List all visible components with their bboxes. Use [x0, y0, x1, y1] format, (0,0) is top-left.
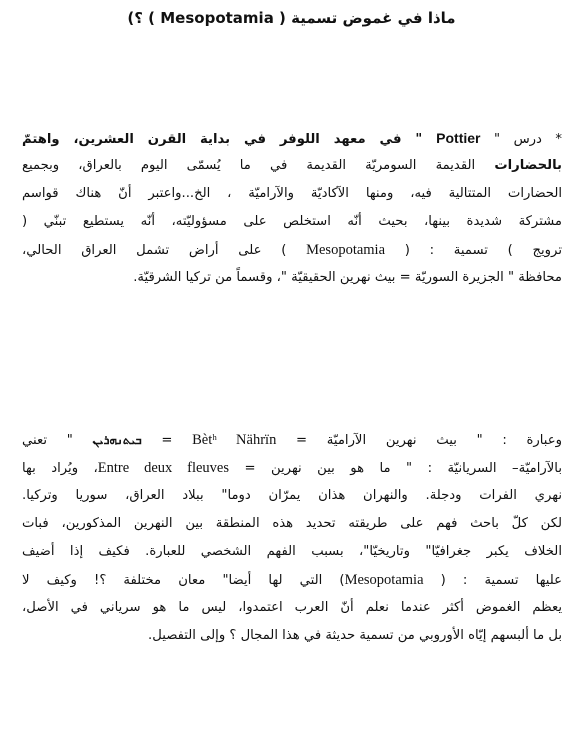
paragraph-line: [22, 566, 562, 594]
syriac-term: ܒܝܬܢܗܪܝܢ: [92, 433, 142, 447]
text-run: * درس ": [480, 132, 562, 147]
paragraph-beth-nahrin: [22, 426, 562, 650]
paragraph-line: نهري الفرات ودجلة. والنهران هذان يمرّان دوما" ببلاد العراق، سوريا وتركيا.: [22, 488, 562, 503]
paragraph-line: يعظم الغموض أكثر عندما نعلم أنّ العرب اعتمدوا، ليس ما هو سرياني في الأصل،: [22, 600, 562, 615]
text-run: =: [141, 433, 193, 448]
latin-term: Mesopotamia: [306, 242, 386, 258]
text-run: ، ويُراد بها: [22, 461, 98, 476]
text-run: ترويج ) تسمية : (: [385, 243, 562, 258]
paragraph-pottier: [22, 124, 562, 292]
text-run-bold: بالحضارات: [494, 158, 562, 173]
paragraph-line: [22, 236, 562, 264]
latin-term: Entre deux fleuves: [97, 460, 230, 476]
paragraph-line: محافظة " الجزيرة السوريّة = بيث نهرين الحقيقيّة "، وقسماً من تركيا الشرقيّة.: [133, 270, 562, 285]
text-run: بالآراميّة– السريانيّة : " ما هو بين نهرين =: [229, 461, 562, 476]
text-run: القديمة السومريّة القديمة في ما يُسمّى اليوم بالعراق، وبجميع: [22, 158, 495, 173]
latin-term: Mesopotamia: [344, 572, 424, 588]
paragraph-line: [22, 454, 562, 482]
paragraph-line: الخلاف يكبر جغرافيّا" وتاريخيّا"، بسبب الفهم الشخصي للعبارة. فكيف إذا أضيف: [22, 544, 562, 559]
paragraph-line: الحضارات المتتالية فيه، ومنها الآكاديّة والآراميّة ، الخ...واعتبر أنّ هناك قواسم: [22, 186, 562, 201]
text-run: ) التي لها أيضا" معان مختلفة ؟! وكيف لا: [22, 573, 345, 588]
paragraph-line: [22, 426, 562, 454]
text-run: عليها تسمية : (: [423, 573, 562, 588]
paragraph-line: مشتركة شديدة بينها، بحيث أنّه استخلص على مسؤوليّته، أنّه يستطيع تبنّي (: [22, 214, 562, 229]
latin-term: Bètʰ Nährïn: [192, 432, 277, 448]
text-run-bold: " في معهد اللوفر في بداية القرن العشرين، واهتمّ: [22, 132, 437, 147]
paragraph-line: [22, 152, 562, 180]
latin-name: Pottier: [436, 130, 481, 146]
text-run: " تعني: [22, 433, 93, 448]
text-run: ) على أراض تشمل العراق الحالي،: [22, 243, 307, 258]
page-title: ماذا في غموض تسمية ( Mesopotamia ) ؟): [127, 9, 456, 27]
paragraph-line: بل ما ألبسهم إيّاه الأوروبي من تسمية حديثة في هذا المجال ؟ وإلى التفصيل.: [148, 628, 562, 643]
paragraph-line: لكن كلّ باحث فهم على طريقته تحديد هذه المنطقة بين النهرين المذكورين، فبات: [22, 516, 562, 531]
paragraph-line: [22, 124, 562, 152]
text-run: وعبارة : " بيث نهرين الآراميّة =: [276, 433, 562, 448]
